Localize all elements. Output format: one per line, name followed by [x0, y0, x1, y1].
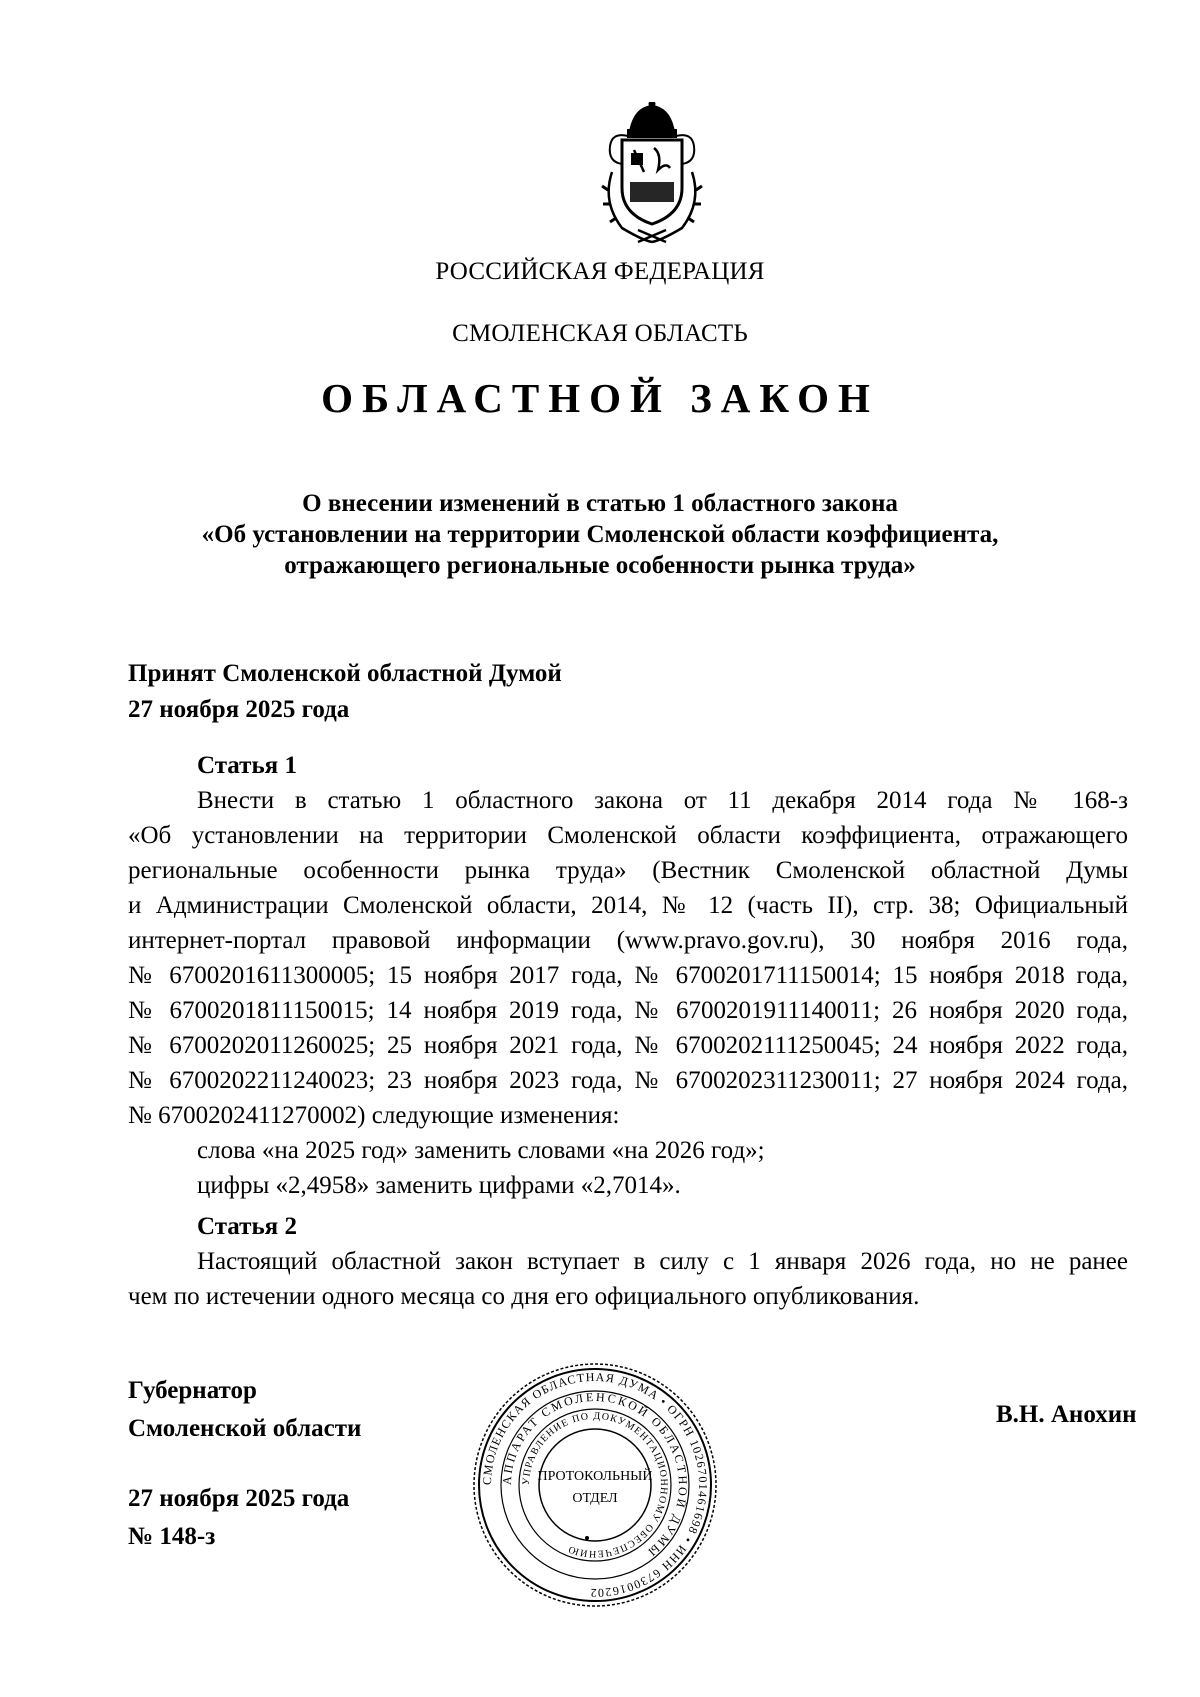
article-1-body	[128, 783, 1128, 1203]
seal-dot	[585, 1536, 589, 1540]
article-1-change-1: слова «на 2025 год» заменить словами «на 2026 год»;	[197, 1137, 765, 1164]
svg-text:УПРАВЛЕНИЕ ПО ДОКУМЕНТАЦИОННОМ	[521, 1411, 669, 1559]
country-heading: РОССИЙСКАЯ ФЕДЕРАЦИЯ	[435, 258, 765, 285]
article-1-line: «Об установлении на территории Смоленской области коэффициента, отражающего	[128, 822, 1128, 849]
seal-inner-text: УПРАВЛЕНИЕ ПО ДОКУМЕНТАЦИОННОМУ ОБЕСПЕЧЕНИЮ	[520, 1410, 670, 1560]
article-2-heading: Статья 2	[197, 1213, 297, 1240]
seal-outer-text: СМОЛЕНСКАЯ ОБЛАСТНАЯ ДУМА • ОГРН 1026701461698 • ИНН 6730016202	[479, 1369, 711, 1601]
law-title	[120, 488, 1080, 581]
law-title-line: О внесении изменений в статью 1 областного закона	[302, 490, 898, 517]
signing-block	[128, 1480, 349, 1556]
law-title-line: отражающего региональные особенности рынка труда»	[284, 552, 916, 579]
article-1-line: Внести в статью 1 областного закона от 11 декабря 2014 года № 168-з	[197, 787, 1128, 814]
coat-of-arms-emblem	[582, 102, 722, 246]
law-title-line: «Об установлении на территории Смоленской области коэффициента,	[201, 521, 999, 548]
article-1-line: интернет-портал правовой информации (www.pravo.gov.ru), 30 ноября 2016 года,	[128, 927, 1128, 954]
article-1-line: № 6700201611300005; 15 ноября 2017 года, № 6700201711150014; 15 ноября 2018 года,	[128, 962, 1128, 989]
governor-title-line: Губернатор	[128, 1377, 257, 1404]
article-1-line: № 6700202411270002) следующие изменения:	[128, 1102, 620, 1129]
official-seal	[470, 1360, 720, 1610]
article-1-heading: Статья 1	[197, 752, 297, 779]
signing-date: 27 ноября 2025 года	[128, 1485, 350, 1512]
article-1-line: и Администрации Смоленской области, 2014, № 12 (часть II), стр. 38; Официальный	[128, 892, 1128, 919]
governor-title	[128, 1372, 361, 1448]
article-1-change-2: цифры «2,4958» заменить цифрами «2,7014».	[197, 1172, 681, 1199]
seal-center-line-1: ПРОТОКОЛЬНЫЙ	[537, 1469, 653, 1484]
article-1-line: региональные особенности рынка труда» (Вестник Смоленской областной Думы	[128, 857, 1128, 884]
document-type-title: ОБЛАСТНОЙ ЗАКОН	[321, 375, 879, 421]
article-2-line: Настоящий областной закон вступает в силу с 1 января 2026 года, но не ранее	[197, 1248, 1128, 1275]
seal-middle-text: АППАРАТ СМОЛЕНСКОЙ ОБЛАСТНОЙ ДУМЫ	[499, 1389, 691, 1561]
adoption-block	[128, 656, 562, 728]
governor-name: В.Н. Анохин	[996, 1401, 1137, 1428]
article-1-line: № 6700202211240023; 23 ноября 2023 года, № 6700202311230011; 27 ноября 2024 года,	[128, 1067, 1128, 1094]
article-2-body	[128, 1244, 1128, 1314]
adoption-date: 27 ноября 2025 года	[128, 696, 350, 723]
region-heading: СМОЛЕНСКАЯ ОБЛАСТЬ	[452, 320, 748, 347]
seal-center-line-2: ОТДЕЛ	[572, 1491, 618, 1506]
law-number: № 148-з	[128, 1523, 216, 1550]
article-1-line: № 6700201811150015; 14 ноября 2019 года, № 6700201911140011; 26 ноября 2020 года,	[128, 997, 1128, 1024]
svg-text:СМОЛЕНСКАЯ ОБЛАСТНАЯ ДУМА • ОГ	[480, 1370, 710, 1600]
governor-title-line: Смоленской области	[128, 1415, 362, 1442]
article-1-line: № 6700202011260025; 25 ноября 2021 года, № 6700202111250045; 24 ноября 2022 года,	[128, 1032, 1128, 1059]
adoption-body: Принят Смоленской областной Думой	[128, 660, 562, 687]
article-2-line: чем по истечении одного месяца со дня его официального опубликования.	[128, 1283, 920, 1310]
